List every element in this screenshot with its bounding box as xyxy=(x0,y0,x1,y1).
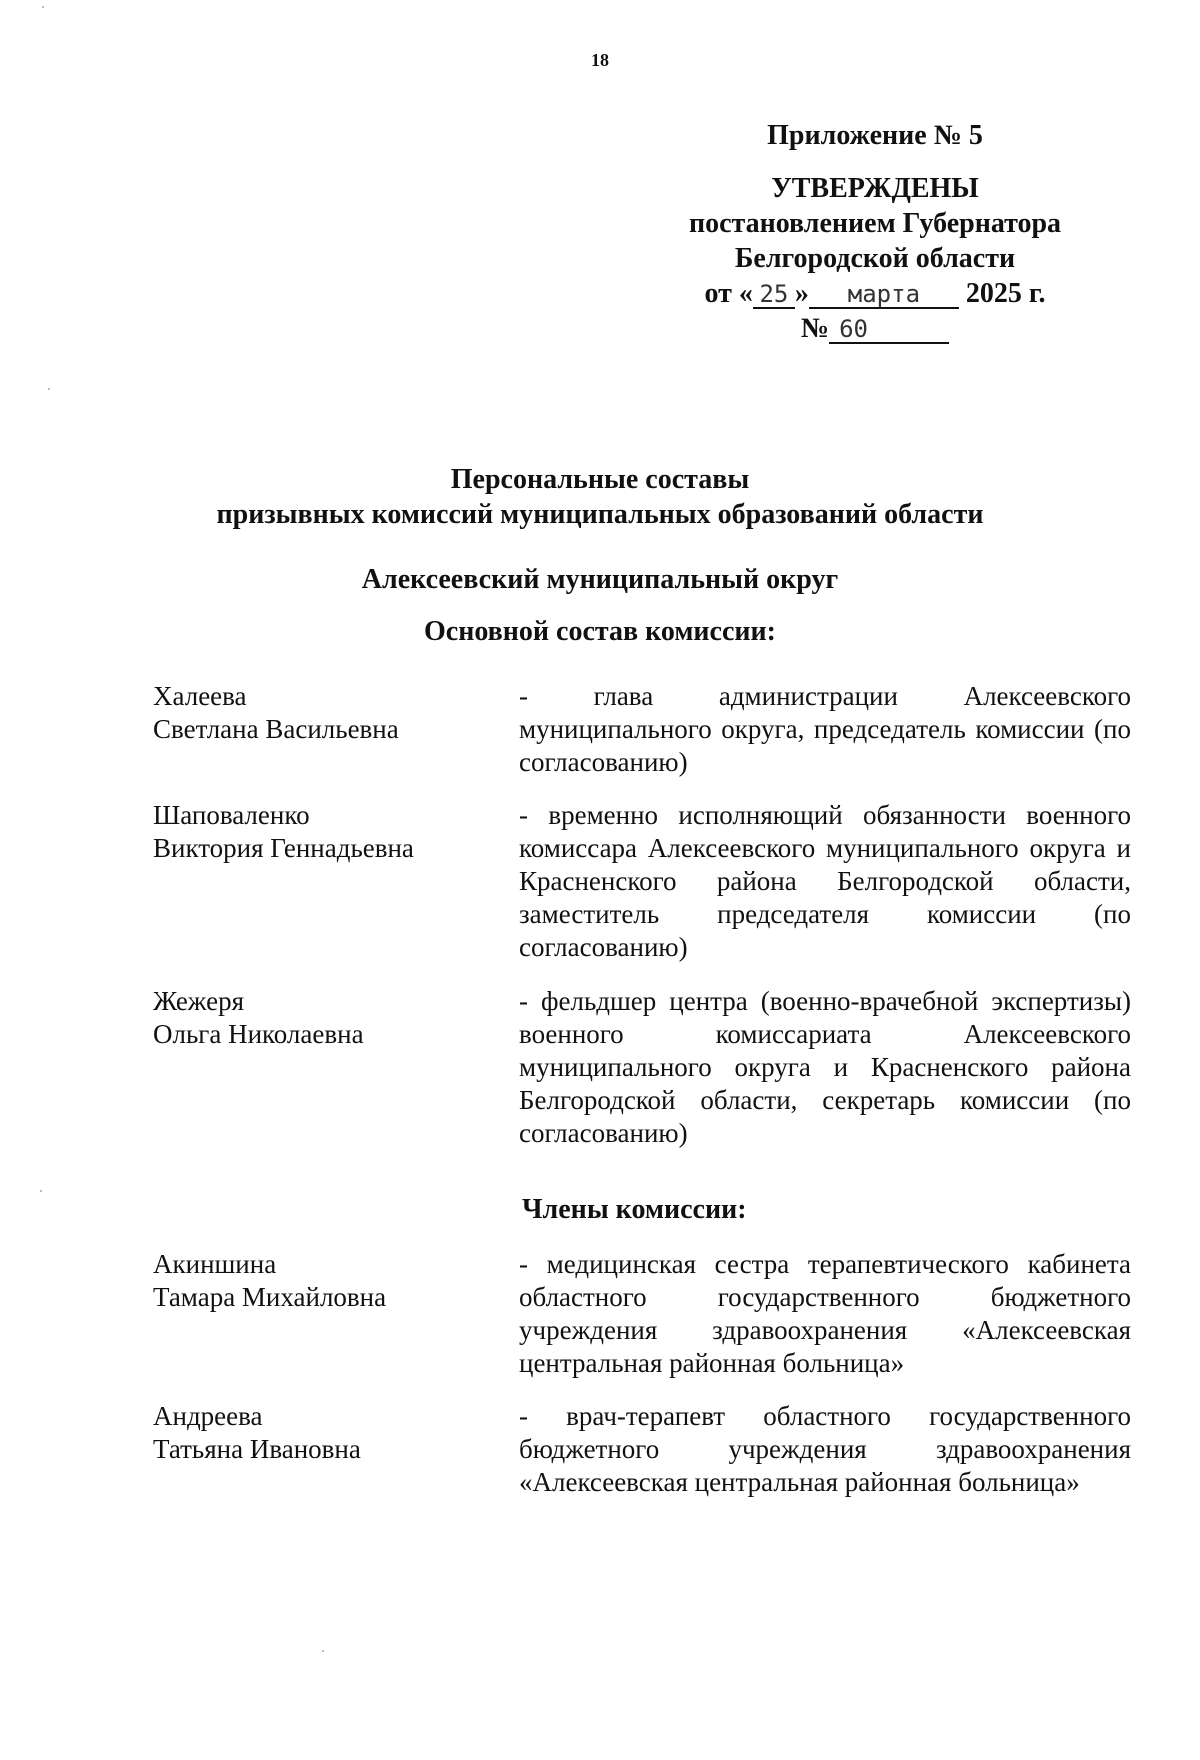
member-given-names: Ольга Николаевна xyxy=(153,1019,364,1049)
member-name xyxy=(153,1248,493,1314)
scan-mark xyxy=(40,1190,42,1192)
number-prefix: № xyxy=(800,313,830,344)
member-surname: Халеева xyxy=(153,681,247,711)
number-value: 60 xyxy=(829,316,949,344)
approved-label: УТВЕРЖДЕНЫ xyxy=(771,173,979,204)
member-role: - медицинская сестра терапевтического кабинета областного государственного бюджетного учреждения здравоохранения «Алексеевская центральная районная больница» xyxy=(519,1249,1131,1378)
member-surname: Жежеря xyxy=(153,986,245,1016)
page-number: 18 xyxy=(591,50,609,70)
title-line2: призывных комиссий муниципальных образований области xyxy=(216,499,984,530)
date-prefix: от « xyxy=(704,278,753,309)
member-given-names: Светлана Васильевна xyxy=(153,714,399,744)
member-role: - временно исполняющий обязанности военного комиссара Алексеевского муниципального округа и Красненского района Белгородской области, заместитель председателя комиссии (по согласованию) xyxy=(519,800,1131,962)
document-title xyxy=(0,462,1200,532)
member-surname: Шаповаленко xyxy=(153,800,310,830)
appendix-label: Приложение № 5 xyxy=(767,120,983,151)
district-heading: Алексеевский муниципальный округ xyxy=(361,564,839,595)
member-name xyxy=(153,985,493,1051)
member-surname: Акиншина xyxy=(153,1249,277,1279)
member-surname: Андреева xyxy=(153,1401,263,1431)
date-year: 2025 г. xyxy=(965,278,1046,309)
date-month: марта xyxy=(809,281,959,309)
member-role: - фельдшер центра (военно-врачебной экспертизы) военного комиссариата Алексеевского муниципального округа и Красненского района Белгородской области, секретарь комиссии (по согласованию) xyxy=(519,986,1131,1148)
approved-by-line1: постановлением Губернатора xyxy=(688,208,1062,239)
approval-date xyxy=(640,276,1110,311)
approval-number xyxy=(640,311,1110,346)
member-name xyxy=(153,1400,493,1466)
approved-by-line2: Белгородской области xyxy=(734,243,1016,274)
members-heading: Члены комиссии: xyxy=(522,1194,747,1225)
date-day: 25 xyxy=(753,281,795,309)
scan-mark xyxy=(42,6,44,8)
member-given-names: Татьяна Ивановна xyxy=(153,1434,361,1464)
scan-mark xyxy=(48,388,50,390)
scan-mark xyxy=(322,1650,324,1652)
member-role: - глава администрации Алексеевского муниципального округа, председатель комиссии (по согласованию) xyxy=(519,681,1131,777)
member-role: - врач-терапевт областного государственного бюджетного учреждения здравоохранения «Алексеевская центральная районная больница» xyxy=(519,1401,1131,1497)
approval-block xyxy=(640,118,1110,346)
member-given-names: Виктория Геннадьевна xyxy=(153,833,414,863)
member-name xyxy=(153,680,493,746)
title-line1: Персональные составы xyxy=(450,464,750,495)
member-given-names: Тамара Михайловна xyxy=(153,1282,387,1312)
member-name xyxy=(153,799,493,865)
date-mid: » xyxy=(794,278,809,309)
main-composition-heading: Основной состав комиссии: xyxy=(424,616,776,647)
